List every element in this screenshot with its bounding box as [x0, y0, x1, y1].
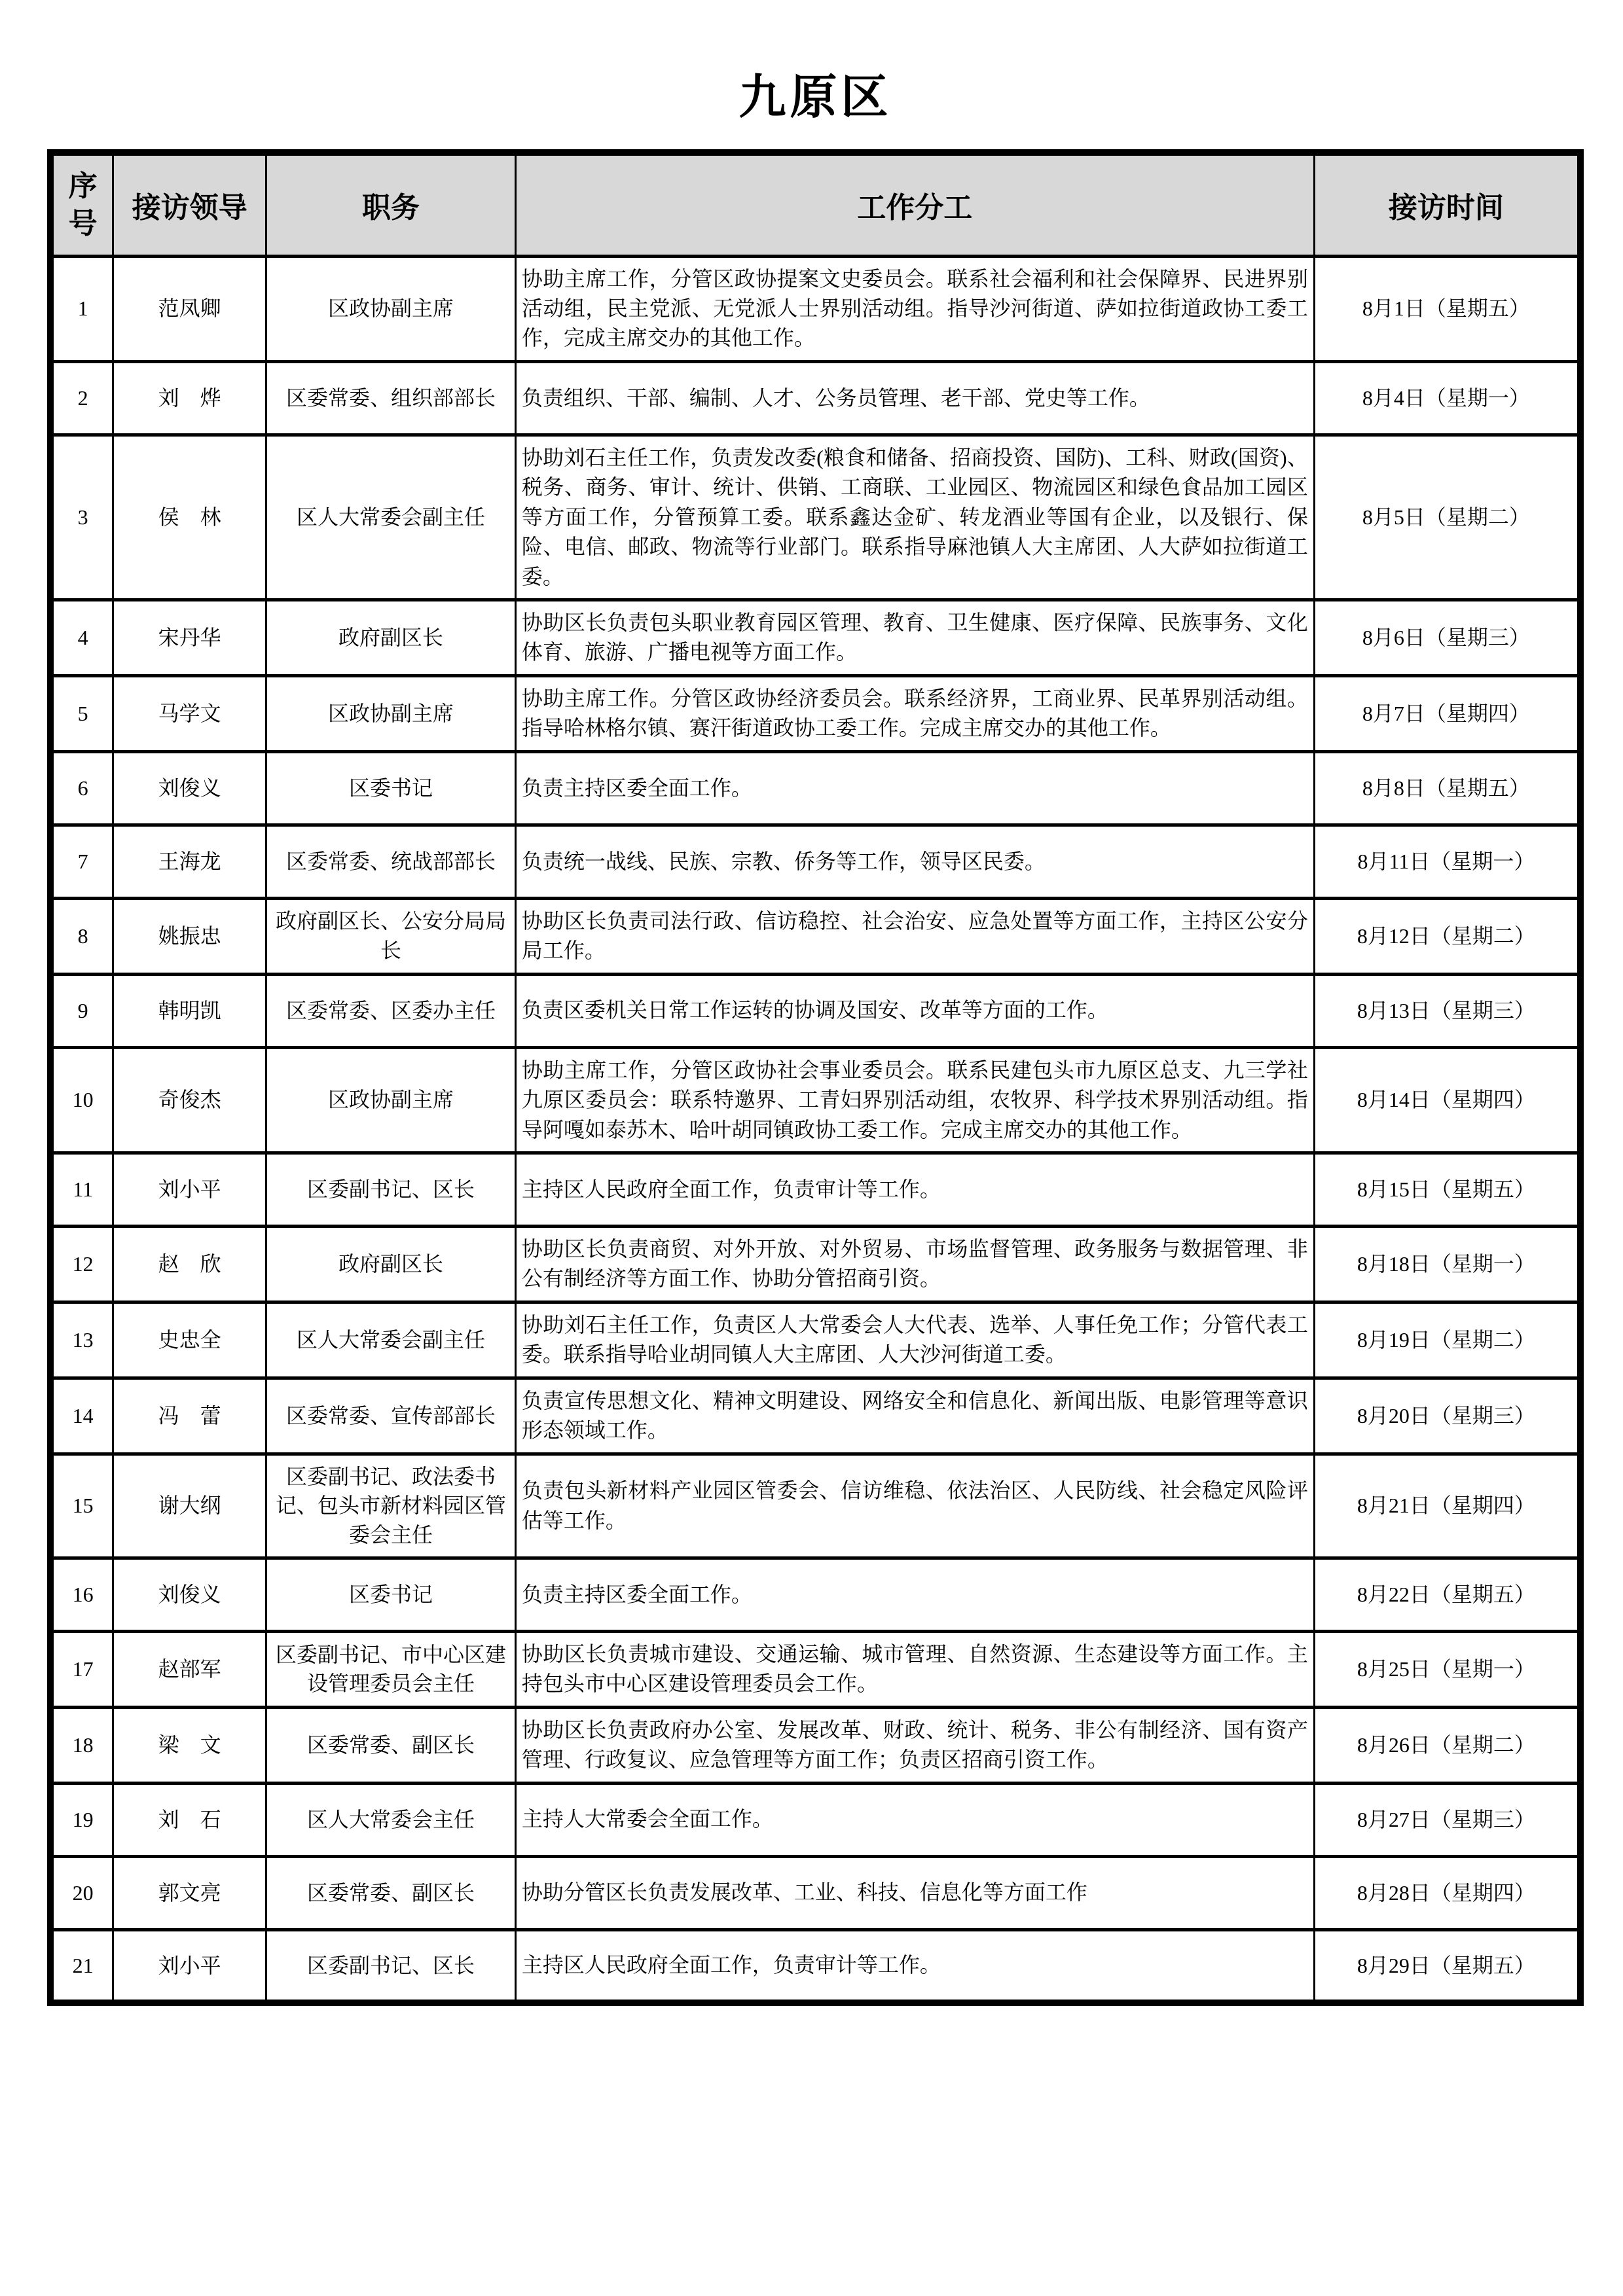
leader-position: 区委副书记、区长	[266, 1153, 516, 1226]
leader-position: 区人大常委会主任	[266, 1783, 516, 1856]
work-division: 主持区人民政府全面工作，负责审计等工作。	[515, 1153, 1314, 1226]
row-index: 21	[50, 1929, 113, 2003]
row-index: 5	[50, 675, 113, 751]
leader-name: 奇俊杰	[113, 1047, 266, 1153]
work-division: 负责主持区委全面工作。	[515, 751, 1314, 825]
table-row	[50, 600, 1580, 676]
visit-time: 8月27日（星期三）	[1314, 1783, 1580, 1856]
leader-name: 姚振忠	[113, 898, 266, 974]
row-index: 6	[50, 751, 113, 825]
row-index: 17	[50, 1631, 113, 1707]
visit-time: 8月1日（星期五）	[1314, 256, 1580, 361]
work-division: 协助区长负责司法行政、信访稳控、社会治安、应急处置等方面工作，主持区公安分局工作。	[515, 898, 1314, 974]
leader-name: 刘小平	[113, 1929, 266, 2003]
leader-name: 刘 烨	[113, 361, 266, 435]
leader-position: 区人大常委会副主任	[266, 1302, 516, 1378]
row-index: 10	[50, 1047, 113, 1153]
leader-name: 刘 石	[113, 1783, 266, 1856]
table-row	[50, 751, 1580, 825]
leader-name: 赵部军	[113, 1631, 266, 1707]
visit-time: 8月28日（星期四）	[1314, 1856, 1580, 1929]
work-division: 协助分管区长负责发展改革、工业、科技、信息化等方面工作	[515, 1856, 1314, 1929]
row-index: 9	[50, 974, 113, 1047]
leader-name: 谢大纲	[113, 1454, 266, 1558]
work-division: 协助区长负责政府办公室、发展改革、财政、统计、税务、非公有制经济、国有资产管理、行政复议、应急管理等方面工作；负责区招商引资工作。	[515, 1707, 1314, 1783]
table-header-row	[50, 152, 1580, 256]
row-index: 4	[50, 600, 113, 676]
row-index: 20	[50, 1856, 113, 1929]
leader-position: 区委常委、区委办主任	[266, 974, 516, 1047]
visit-time: 8月25日（星期一）	[1314, 1631, 1580, 1707]
leader-position: 政府副区长	[266, 600, 516, 676]
row-index: 11	[50, 1153, 113, 1226]
leader-name: 刘俊义	[113, 1558, 266, 1631]
leader-name: 梁 文	[113, 1707, 266, 1783]
visit-time: 8月4日（星期一）	[1314, 361, 1580, 435]
work-division: 协助主席工作，分管区政协社会事业委员会。联系民建包头市九原区总支、九三学社九原区委员会：联系特邀界、工青妇界别活动组，农牧界、科学技术界别活动组。指导阿嘎如泰苏木、哈叶胡同镇政协工委工作。完成主席交办的其他工作。	[515, 1047, 1314, 1153]
table-row	[50, 1047, 1580, 1153]
table-row	[50, 256, 1580, 361]
work-division: 负责区委机关日常工作运转的协调及国安、改革等方面的工作。	[515, 974, 1314, 1047]
visit-time: 8月19日（星期二）	[1314, 1302, 1580, 1378]
row-index: 3	[50, 435, 113, 600]
table-row	[50, 1226, 1580, 1302]
table-row	[50, 1707, 1580, 1783]
table-row	[50, 1856, 1580, 1929]
row-index: 12	[50, 1226, 113, 1302]
row-index: 8	[50, 898, 113, 974]
leader-name: 王海龙	[113, 825, 266, 898]
visit-time: 8月18日（星期一）	[1314, 1226, 1580, 1302]
work-division: 协助刘石主任工作，负责区人大常委会人大代表、选举、人事任免工作；分管代表工委。联系指导哈业胡同镇人大主席团、人大沙河街道工委。	[515, 1302, 1314, 1378]
table-row	[50, 1454, 1580, 1558]
work-division: 负责包头新材料产业园区管委会、信访维稳、依法治区、人民防线、社会稳定风险评估等工作。	[515, 1454, 1314, 1558]
work-division: 协助区长负责城市建设、交通运输、城市管理、自然资源、生态建设等方面工作。主持包头市中心区建设管理委员会工作。	[515, 1631, 1314, 1707]
leader-position: 政府副区长、公安分局局长	[266, 898, 516, 974]
visit-time: 8月11日（星期一）	[1314, 825, 1580, 898]
header-leader: 接访领导	[113, 152, 266, 256]
leader-position: 区委副书记、市中心区建设管理委员会主任	[266, 1631, 516, 1707]
row-index: 7	[50, 825, 113, 898]
leader-name: 史忠全	[113, 1302, 266, 1378]
row-index: 15	[50, 1454, 113, 1558]
leader-name: 赵 欣	[113, 1226, 266, 1302]
leader-position: 区委书记	[266, 1558, 516, 1631]
leader-position: 区人大常委会副主任	[266, 435, 516, 600]
visit-time: 8月14日（星期四）	[1314, 1047, 1580, 1153]
visit-time: 8月13日（星期三）	[1314, 974, 1580, 1047]
leader-position: 区委书记	[266, 751, 516, 825]
row-index: 19	[50, 1783, 113, 1856]
leader-name: 韩明凯	[113, 974, 266, 1047]
visit-time: 8月29日（星期五）	[1314, 1929, 1580, 2003]
header-position: 职务	[266, 152, 516, 256]
leader-name: 马学文	[113, 675, 266, 751]
work-division: 协助主席工作，分管区政协提案文史委员会。联系社会福利和社会保障界、民进界别活动组，民主党派、无党派人士界别活动组。指导沙河街道、萨如拉街道政协工委工作，完成主席交办的其他工作。	[515, 256, 1314, 361]
visit-time: 8月5日（星期二）	[1314, 435, 1580, 600]
table-row	[50, 974, 1580, 1047]
leader-position: 区委副书记、区长	[266, 1929, 516, 2003]
visit-time: 8月12日（星期二）	[1314, 898, 1580, 974]
header-division: 工作分工	[515, 152, 1314, 256]
work-division: 负责组织、干部、编制、人才、公务员管理、老干部、党史等工作。	[515, 361, 1314, 435]
row-index: 1	[50, 256, 113, 361]
header-time: 接访时间	[1314, 152, 1580, 256]
row-index: 13	[50, 1302, 113, 1378]
leader-position: 区委常委、组织部部长	[266, 361, 516, 435]
table-row	[50, 1631, 1580, 1707]
table-row	[50, 1783, 1580, 1856]
work-division: 负责主持区委全面工作。	[515, 1558, 1314, 1631]
table-row	[50, 435, 1580, 600]
reception-schedule-table	[47, 149, 1584, 2006]
table-row	[50, 1378, 1580, 1454]
table-row	[50, 675, 1580, 751]
table-row	[50, 1153, 1580, 1226]
row-index: 2	[50, 361, 113, 435]
leader-position: 区政协副主席	[266, 675, 516, 751]
work-division: 主持人大常委会全面工作。	[515, 1783, 1314, 1856]
visit-time: 8月26日（星期二）	[1314, 1707, 1580, 1783]
row-index: 18	[50, 1707, 113, 1783]
work-division: 主持区人民政府全面工作，负责审计等工作。	[515, 1929, 1314, 2003]
leader-name: 冯 蕾	[113, 1378, 266, 1454]
work-division: 负责宣传思想文化、精神文明建设、网络安全和信息化、新闻出版、电影管理等意识形态领域工作。	[515, 1378, 1314, 1454]
work-division: 协助区长负责商贸、对外开放、对外贸易、市场监督管理、政务服务与数据管理、非公有制经济等方面工作、协助分管招商引资。	[515, 1226, 1314, 1302]
row-index: 14	[50, 1378, 113, 1454]
leader-position: 区委常委、统战部部长	[266, 825, 516, 898]
leader-position: 区委常委、副区长	[266, 1707, 516, 1783]
work-division: 协助刘石主任工作，负责发改委(粮食和储备、招商投资、国防)、工科、财政(国资)、税务、商务、审计、统计、供销、工商联、工业园区、物流园区和绿色食品加工园区等方面工作，分管预算工委。联系鑫达金矿、转龙酒业等国有企业，以及银行、保险、电信、邮政、物流等行业部门。联系指导麻池镇人大主席团、人大萨如拉街道工委。	[515, 435, 1314, 600]
visit-time: 8月8日（星期五）	[1314, 751, 1580, 825]
visit-time: 8月15日（星期五）	[1314, 1153, 1580, 1226]
leader-name: 侯 林	[113, 435, 266, 600]
table-row	[50, 1929, 1580, 2003]
leader-name: 刘小平	[113, 1153, 266, 1226]
row-index: 16	[50, 1558, 113, 1631]
table-row	[50, 1558, 1580, 1631]
leader-name: 刘俊义	[113, 751, 266, 825]
header-index-label: 序号	[68, 170, 98, 241]
table-row	[50, 361, 1580, 435]
visit-time: 8月21日（星期四）	[1314, 1454, 1580, 1558]
leader-position: 区委常委、宣传部部长	[266, 1378, 516, 1454]
leader-name: 郭文亮	[113, 1856, 266, 1929]
work-division: 协助主席工作。分管区政协经济委员会。联系经济界，工商业界、民革界别活动组。指导哈林格尔镇、赛汗街道政协工委工作。完成主席交办的其他工作。	[515, 675, 1314, 751]
visit-time: 8月22日（星期五）	[1314, 1558, 1580, 1631]
leader-position: 区政协副主席	[266, 1047, 516, 1153]
table-row	[50, 898, 1580, 974]
leader-name: 范凤卿	[113, 256, 266, 361]
visit-time: 8月7日（星期四）	[1314, 675, 1580, 751]
leader-position: 区委常委、副区长	[266, 1856, 516, 1929]
page-title: 九原区	[739, 71, 892, 124]
visit-time: 8月6日（星期三）	[1314, 600, 1580, 676]
leader-position: 区政协副主席	[266, 256, 516, 361]
table-row	[50, 1302, 1580, 1378]
leader-name: 宋丹华	[113, 600, 266, 676]
leader-position: 区委副书记、政法委书记、包头市新材料园区管委会主任	[266, 1454, 516, 1558]
table-body	[50, 256, 1580, 2003]
work-division: 协助区长负责包头职业教育园区管理、教育、卫生健康、医疗保障、民族事务、文化体育、旅游、广播电视等方面工作。	[515, 600, 1314, 676]
visit-time: 8月20日（星期三）	[1314, 1378, 1580, 1454]
work-division: 负责统一战线、民族、宗教、侨务等工作，领导区民委。	[515, 825, 1314, 898]
header-index	[50, 152, 113, 256]
table-row	[50, 825, 1580, 898]
leader-position: 政府副区长	[266, 1226, 516, 1302]
